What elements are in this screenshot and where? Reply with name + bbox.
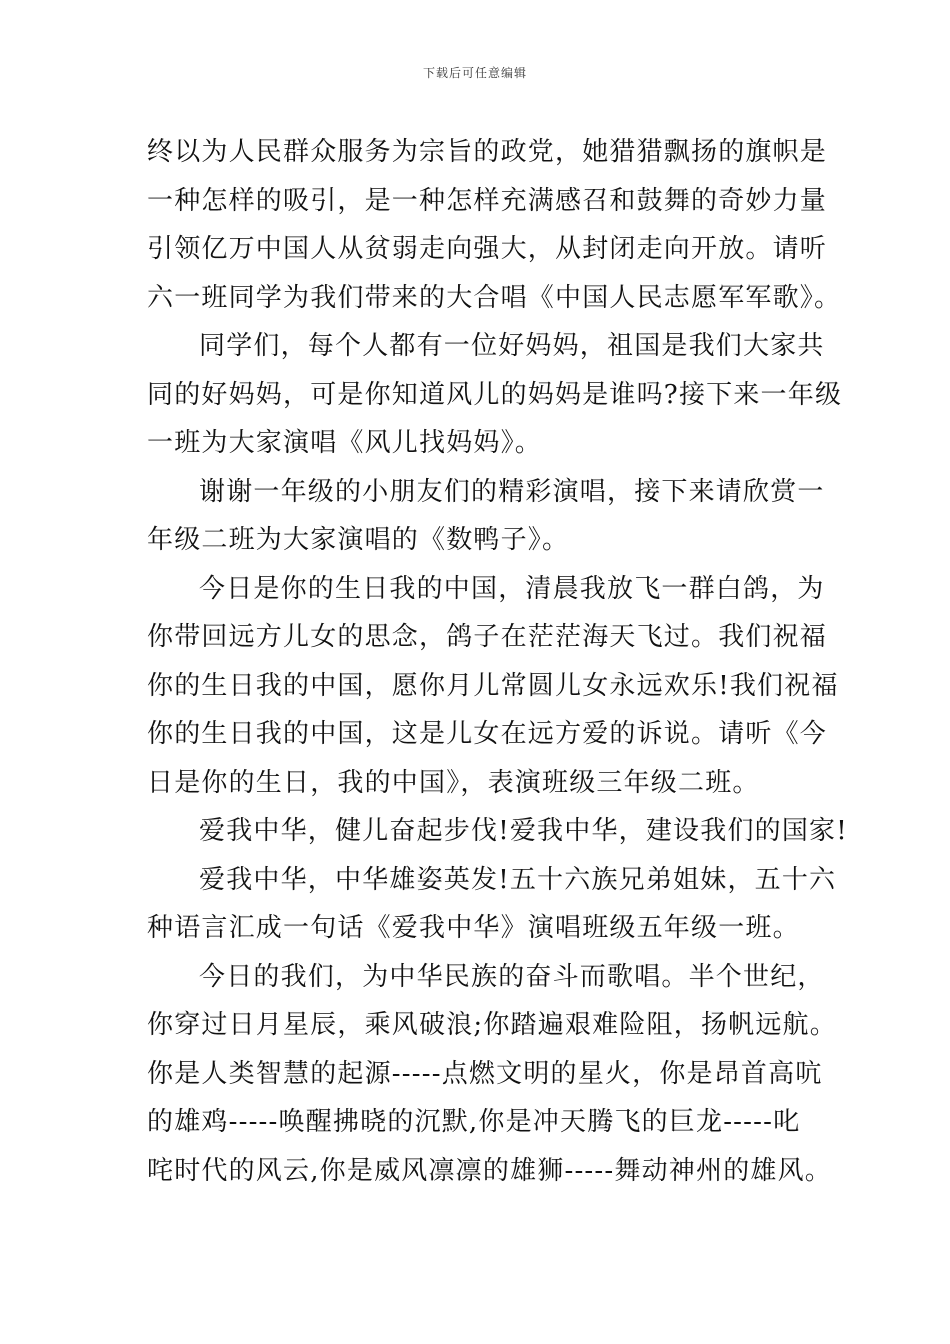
paragraph-line: 同学们，每个人都有一位好妈妈，祖国是我们大家共 — [199, 331, 825, 361]
paragraph — [147, 565, 839, 808]
paragraph-line: 爱我中华，中华雄姿英发!五十六族兄弟姐妹，五十六 — [199, 864, 837, 895]
page-header: 下载后可任意编辑 — [422, 66, 527, 80]
paragraph — [147, 807, 848, 856]
paragraph-line: 爱我中华，健儿奋起步伐!爱我中华，建设我们的国家! — [199, 816, 848, 846]
paragraph-line: 今日的我们，为中华民族的奋斗而歌唱。半个世纪， — [199, 961, 825, 992]
paragraph-line: 咤时代的风云,你是威风凛凛的雄狮-----舞动神州的雄风。 — [147, 1155, 832, 1186]
paragraph — [147, 856, 837, 953]
paragraph-line: 今日是你的生日我的中国，清晨我放飞一群白鸽，为 — [199, 573, 825, 604]
paragraph-line: 六一班同学为我们带来的大合唱《中国人民志愿军军歌》。 — [147, 282, 842, 313]
paragraph-line: 你是人类智慧的起源-----点燃文明的星火，你是昂首高吭 — [147, 1058, 823, 1089]
paragraph — [147, 468, 825, 565]
paragraph-line: 种语言汇成一句话《爱我中华》演唱班级五年级一班。 — [147, 913, 800, 943]
document-body — [147, 128, 848, 1195]
paragraph — [147, 953, 837, 1196]
paragraph-line: 的雄鸡-----唤醒拂晓的沉默,你是冲天腾飞的巨龙-----叱 — [147, 1107, 801, 1137]
paragraph-line: 年级二班为大家演唱的《数鸭子》。 — [147, 525, 570, 555]
paragraph-line: 引领亿万中国人从贫弱走向强大，从封闭走向开放。请听 — [147, 234, 828, 264]
paragraph-line: 你的生日我的中国，愿你月儿常圆儿女永远欢乐!我们祝福 — [147, 670, 839, 701]
paragraph-line: 你穿过日月星辰，乘风破浪;你踏遍艰难险阻，扬帆远航。 — [147, 1010, 837, 1040]
paragraph-line: 谢谢一年级的小朋友们的精彩演唱，接下来请欣赏一 — [199, 476, 825, 507]
paragraph — [147, 322, 843, 468]
paragraph-line: 同的好妈妈，可是你知道风儿的妈妈是谁吗?接下来一年级 — [147, 379, 843, 410]
paragraph-line: 终以为人民群众服务为宗旨的政党，她猎猎飘扬的旗帜是 — [147, 137, 828, 167]
paragraph-line: 你的生日我的中国，这是儿女在远方爱的诉说。请听《今 — [147, 719, 828, 749]
paragraph — [147, 128, 842, 322]
paragraph-line: 你带回远方儿女的思念，鸽子在茫茫海天飞过。我们祝福 — [147, 622, 828, 652]
paragraph-line: 一种怎样的吸引，是一种怎样充满感召和鼓舞的奇妙力量 — [147, 185, 828, 216]
paragraph-line: 一班为大家演唱《风儿找妈妈》。 — [147, 428, 543, 458]
paragraph-line: 日是你的生日，我的中国》，表演班级三年级二班。 — [147, 767, 760, 798]
